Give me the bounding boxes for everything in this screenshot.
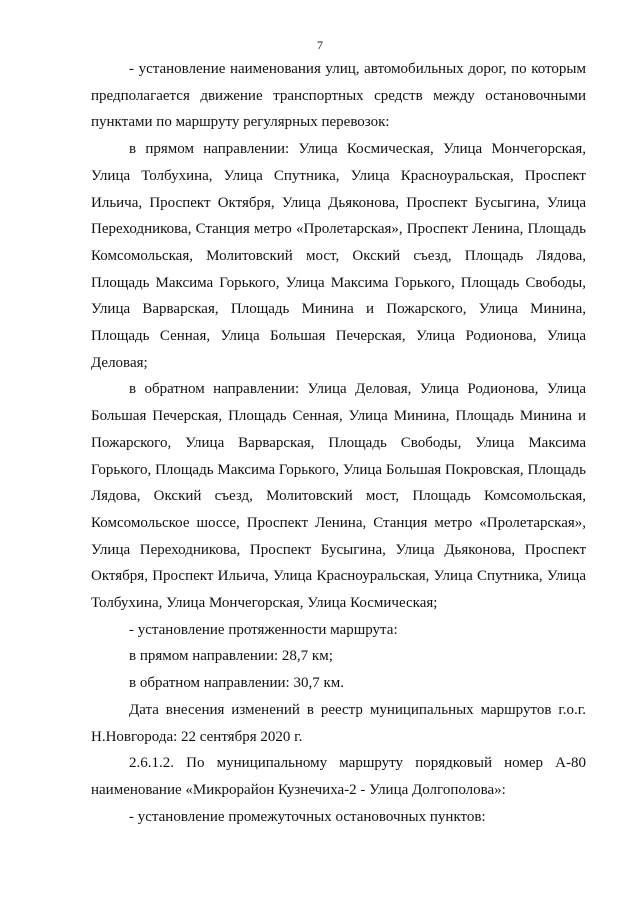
paragraph-forward-length: в прямом направлении: 28,7 км; <box>129 648 333 665</box>
paragraph-street-names-intro: - установление наименования улиц, автомобильных дорог, по которым предполагается движение транспортных средств между остановочными пунктами по маршруту регулярных перевозок: <box>91 61 586 131</box>
paragraph-registry-date: Дата внесения изменений в реестр муниципальных маршрутов г.о.г. Н.Новгорода: 22 сентября 2020 г. <box>91 701 586 745</box>
paragraph-route-length-intro: - установление протяженности маршрута: <box>129 621 398 638</box>
paragraph-reverse-length: в обратном направлении: 30,7 км. <box>129 675 345 692</box>
document-body <box>91 56 586 830</box>
paragraph-reverse-direction: в обратном направлении: Улица Деловая, Улица Родионова, Улица Большая Печерская, Площадь Сенная, Улица Минина, Площадь Минина и Пожарского, Улица Варварская, Площадь Свободы, Улица Максима Горького, Площадь Максима Горького, Улица Большая Покровская, Площадь Лядова, Окский съезд, Молитовский мост, Площадь Комсомольская, Комсомольское шоссе, Проспект Ленина, Станция метро «Пролетарская», Улица Переходникова, Проспект Бусыгина, Улица Дьяконова, Проспект Октября, Проспект Ильича, Улица Красноуральская, Улица Спутника, Улица Толбухина, Улица Мончегорская, Улица Космическая; <box>91 381 586 612</box>
paragraph-intermediate-stops: - установление промежуточных остановочных пунктов: <box>129 808 486 825</box>
paragraph-forward-direction: в прямом направлении: Улица Космическая, Улица Мончегорская, Улица Толбухина, Улица Спутника, Улица Красноуральская, Проспект Ильича, Проспект Октября, Улица Дьяконова, Проспект Бусыгина, Улица Переходникова, Станция метро «Пролетарская», Проспект Ленина, Площадь Комсомольская, Молитовский мост, Окский съезд, Площадь Лядова, Площадь Максима Горького, Улица Максима Горького, Площадь Свободы, Улица Варварская, Площадь Минина и Пожарского, Улица Минина, Площадь Сенная, Улица Большая Печерская, Улица Родионова, Улица Деловая; <box>91 141 586 371</box>
paragraph-route-a80: 2.6.1.2. По муниципальному маршруту порядковый номер А-80 наименование «Микрорайон Кузнечиха-2 - Улица Долгополова»: <box>91 755 586 798</box>
page-number: 7 <box>317 38 323 52</box>
